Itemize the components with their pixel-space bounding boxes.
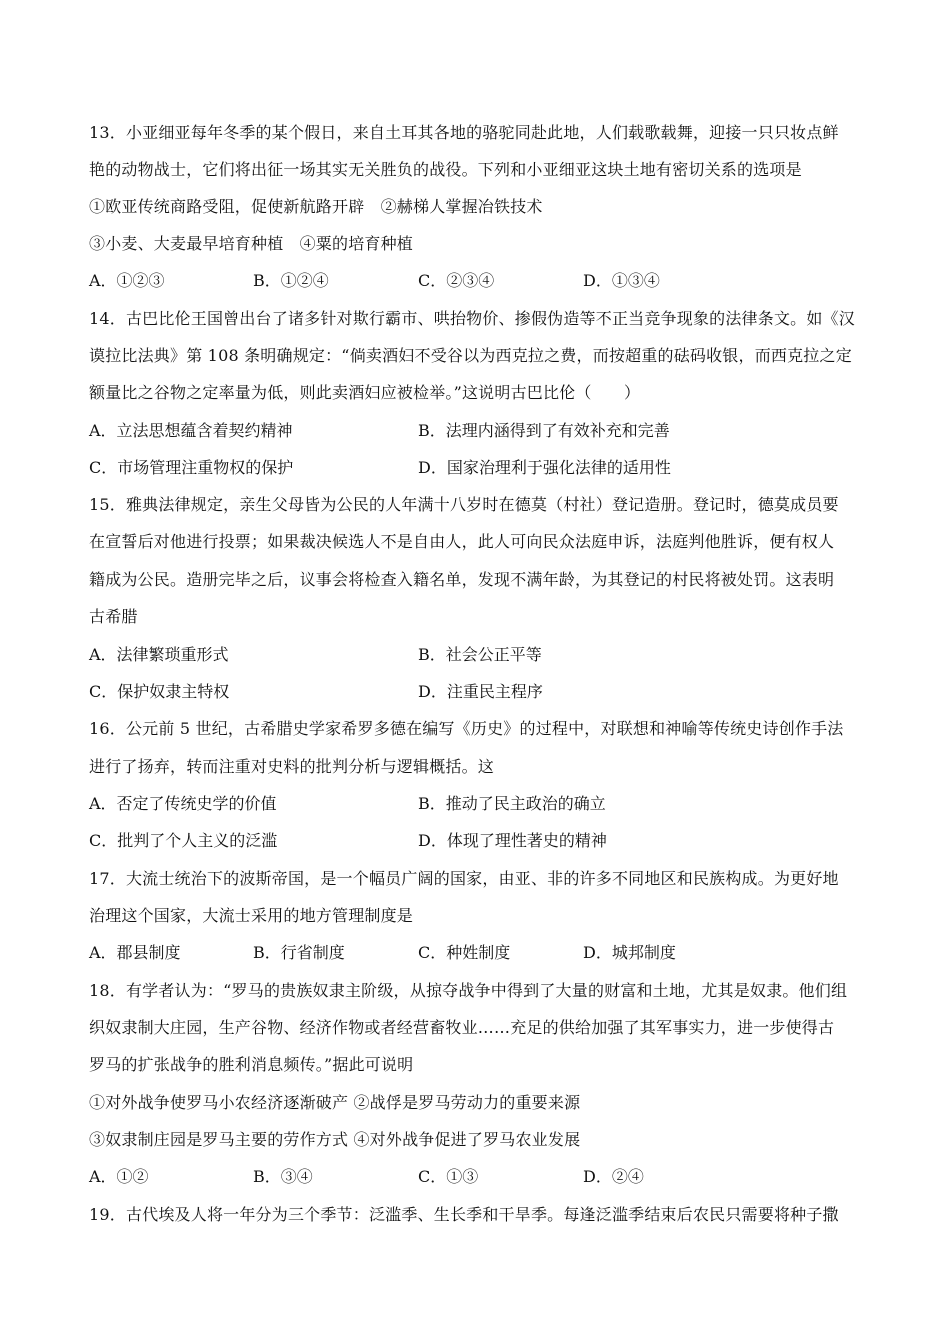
question-18-line-5: ③奴隶制庄园是罗马主要的劳作方式 ④对外战争促进了罗马农业发展 — [89, 1130, 581, 1149]
question-18-line-1: 18．有学者认为：“罗马的贵族奴隶主阶级，从掠夺战争中得到了大量的财富和土地，尤其是奴隶。他们组 — [89, 981, 848, 1000]
question-17-option-a: A．郡县制度 — [89, 943, 181, 962]
question-15-line-1: 15．雅典法律规定，亲生父母皆为公民的人年满十八岁时在德莫（村社）登记造册。登记时，德莫成员要 — [89, 495, 839, 514]
question-13-option-c: C．②③④ — [418, 271, 495, 290]
question-18-option-b: B．③④ — [253, 1167, 313, 1186]
question-17-option-d: D．城邦制度 — [583, 943, 676, 962]
question-13-line-4: ③小麦、大麦最早培育种植 ④粟的培育种植 — [89, 234, 414, 253]
question-14-option-d: D．国家治理利于强化法律的适用性 — [418, 458, 671, 477]
question-14-option-b: B．法理内涵得到了有效补充和完善 — [418, 421, 670, 440]
question-15-line-2: 在宣誓后对他进行投票；如果裁决候选人不是自由人，此人可向民众法庭申诉，法庭判他胜诉，便有权人 — [89, 532, 835, 551]
question-15-option-b: B．社会公正平等 — [418, 645, 542, 664]
question-13-line-1: 13．小亚细亚每年冬季的某个假日，来自土耳其各地的骆驼同赴此地，人们载歌载舞，迎接一只只妆点鲜 — [89, 123, 839, 142]
question-18-line-2: 织奴隶制大庄园，生产谷物、经济作物或者经营畜牧业……充足的供给加强了其军事实力，进一步使得古 — [89, 1018, 835, 1037]
question-15-option-a: A．法律繁琐重形式 — [89, 645, 229, 664]
question-16-line-1: 16．公元前 5 世纪，古希腊史学家希罗多德在编写《历史》的过程中，对联想和神喻等传统史诗创作手法 — [89, 719, 844, 738]
question-14-line-1: 14．古巴比伦王国曾出台了诸多针对欺行霸市、哄抬物价、掺假伪造等不正当竞争现象的法律条文。如《汉 — [89, 309, 855, 328]
question-16-option-c: C．批判了个人主义的泛滥 — [89, 831, 278, 850]
question-17-line-1: 17．大流士统治下的波斯帝国，是一个幅员广阔的国家，由亚、非的许多不同地区和民族构成。为更好地 — [89, 869, 839, 888]
question-18-line-3: 罗马的扩张战争的胜利消息频传。”据此可说明 — [89, 1055, 414, 1074]
question-17-option-b: B．行省制度 — [253, 943, 345, 962]
question-13-line-2: 艳的动物战士，它们将出征一场其实无关胜负的战役。下列和小亚细亚这块土地有密切关系的选项是 — [89, 160, 802, 179]
question-14-option-a: A．立法思想蕴含着契约精神 — [89, 421, 293, 440]
question-13-line-3: ①欧亚传统商路受阻，促使新航路开辟 ②赫梯人掌握冶铁技术 — [89, 197, 543, 216]
question-18-line-4: ①对外战争使罗马小农经济逐渐破产 ②战俘是罗马劳动力的重要来源 — [89, 1093, 581, 1112]
question-13-option-d: D．①③④ — [583, 271, 660, 290]
question-15-option-d: D．注重民主程序 — [418, 682, 543, 701]
question-15-line-4: 古希腊 — [89, 607, 138, 626]
question-15-option-c: C．保护奴隶主特权 — [89, 682, 230, 701]
question-16-line-2: 进行了扬弃，转而注重对史料的批判分析与逻辑概括。这 — [89, 757, 495, 776]
question-18-option-d: D．②④ — [583, 1167, 644, 1186]
question-19-line-1: 19．古代埃及人将一年分为三个季节：泛滥季、生长季和干旱季。每逢泛滥季结束后农民只需要将种子撒 — [89, 1205, 839, 1224]
question-18-option-a: A．①② — [89, 1167, 149, 1186]
question-18-option-c: C．①③ — [418, 1167, 479, 1186]
question-14-line-2: 谟拉比法典》第 108 条明确规定：“倘卖酒妇不受谷以为西克拉之费，而按超重的砝码收银，而西克拉之定 — [89, 346, 852, 365]
question-17-line-2: 治理这个国家，大流士采用的地方管理制度是 — [89, 906, 414, 925]
question-17-option-c: C．种姓制度 — [418, 943, 511, 962]
question-13-option-a: A．①②③ — [89, 271, 165, 290]
question-14-option-c: C．市场管理注重物权的保护 — [89, 458, 294, 477]
question-16-option-a: A．否定了传统史学的价值 — [89, 794, 277, 813]
question-16-option-d: D．体现了理性著史的精神 — [418, 831, 607, 850]
question-13-option-b: B．①②④ — [253, 271, 329, 290]
question-15-line-3: 籍成为公民。造册完毕之后，议事会将检查入籍名单，发现不满年龄，为其登记的村民将被处罚。这表明 — [89, 570, 835, 589]
question-14-line-3: 额量比之谷物之定率量为低，则此卖酒妇应被检举。”这说明古巴比伦（ ） — [89, 383, 641, 402]
question-16-option-b: B．推动了民主政治的确立 — [418, 794, 606, 813]
